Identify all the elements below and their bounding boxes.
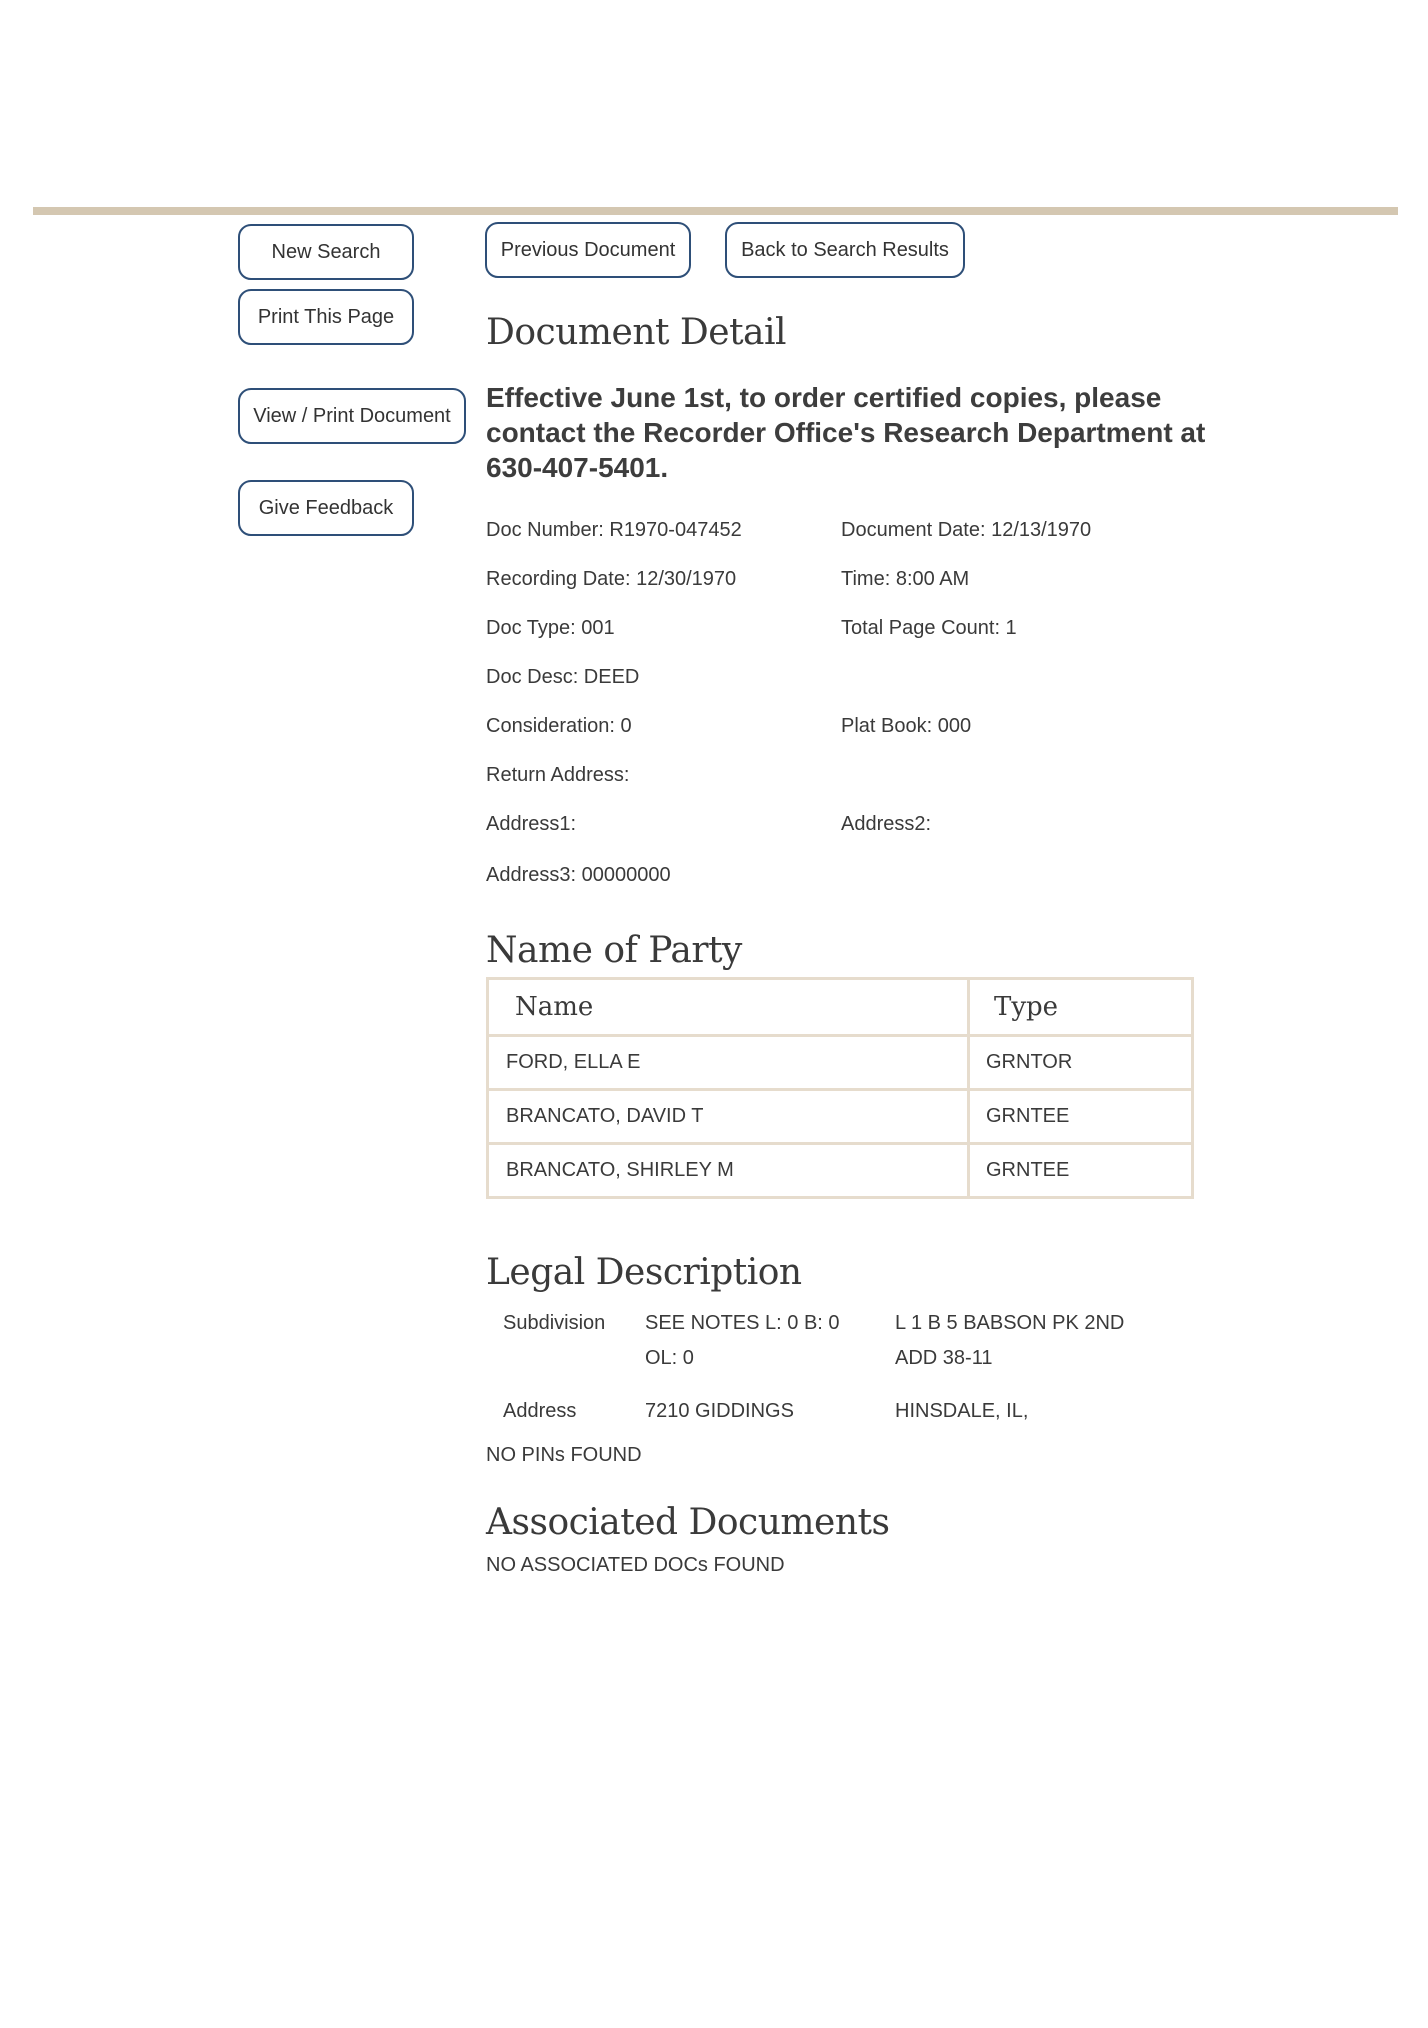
party-type: GRNTEE bbox=[969, 1090, 1193, 1144]
page-title: Document Detail bbox=[486, 312, 787, 353]
column-header-name: Name bbox=[488, 979, 969, 1036]
document-date: Document Date: 12/13/1970 bbox=[841, 519, 1092, 541]
address1: Address1: bbox=[486, 813, 577, 835]
subdivision-label: Subdivision bbox=[503, 1312, 606, 1334]
address3: Address3: 00000000 bbox=[486, 864, 671, 886]
associated-documents-heading: Associated Documents bbox=[486, 1502, 890, 1543]
certified-copies-notice: Effective June 1st, to order certified copies, please contact the Recorder Office's Research Department at 630-407-5401. bbox=[486, 382, 1206, 483]
party-name: BRANCATO, DAVID T bbox=[488, 1090, 969, 1144]
table-row bbox=[488, 1144, 1193, 1198]
new-search-button[interactable]: New Search bbox=[238, 224, 414, 280]
no-pins-message: NO PINs FOUND bbox=[486, 1444, 642, 1466]
plat-book: Plat Book: 000 bbox=[841, 715, 972, 737]
address-city: HINSDALE, IL, bbox=[895, 1400, 1029, 1422]
party-name: BRANCATO, SHIRLEY M bbox=[488, 1144, 969, 1198]
doc-number: Doc Number: R1970-047452 bbox=[486, 519, 742, 541]
doc-desc: Doc Desc: DEED bbox=[486, 666, 640, 688]
total-page-count: Total Page Count: 1 bbox=[841, 617, 1017, 639]
doc-type: Doc Type: 001 bbox=[486, 617, 615, 639]
column-header-type: Type bbox=[969, 979, 1193, 1036]
table-row bbox=[488, 1036, 1193, 1090]
print-page-button[interactable]: Print This Page bbox=[238, 289, 414, 345]
name-of-party-heading: Name of Party bbox=[486, 930, 742, 971]
previous-document-button[interactable]: Previous Document bbox=[485, 222, 691, 278]
party-type: GRNTEE bbox=[969, 1144, 1193, 1198]
header-divider bbox=[33, 207, 1398, 215]
party-table bbox=[486, 977, 1194, 1199]
party-name: FORD, ELLA E bbox=[488, 1036, 969, 1090]
no-associated-docs-message: NO ASSOCIATED DOCs FOUND bbox=[486, 1554, 785, 1576]
legal-description-heading: Legal Description bbox=[486, 1252, 802, 1293]
party-table-header bbox=[488, 979, 1193, 1036]
address-value: 7210 GIDDINGS bbox=[645, 1400, 794, 1422]
recording-date: Recording Date: 12/30/1970 bbox=[486, 568, 737, 590]
recording-time: Time: 8:00 AM bbox=[841, 568, 970, 590]
subdivision-value-line2: OL: 0 bbox=[645, 1347, 694, 1369]
return-address: Return Address: bbox=[486, 764, 630, 786]
back-to-search-results-button[interactable]: Back to Search Results bbox=[725, 222, 965, 278]
give-feedback-button[interactable]: Give Feedback bbox=[238, 480, 414, 536]
subdivision-value-line1: SEE NOTES L: 0 B: 0 bbox=[645, 1312, 840, 1334]
view-print-document-button[interactable]: View / Print Document bbox=[238, 388, 466, 444]
table-row bbox=[488, 1090, 1193, 1144]
subdivision-desc-line2: ADD 38-11 bbox=[895, 1347, 993, 1369]
subdivision-desc-line1: L 1 B 5 BABSON PK 2ND bbox=[895, 1312, 1125, 1334]
address-label: Address bbox=[503, 1400, 577, 1422]
address2: Address2: bbox=[841, 813, 932, 835]
consideration: Consideration: 0 bbox=[486, 715, 632, 737]
party-type: GRNTOR bbox=[969, 1036, 1193, 1090]
